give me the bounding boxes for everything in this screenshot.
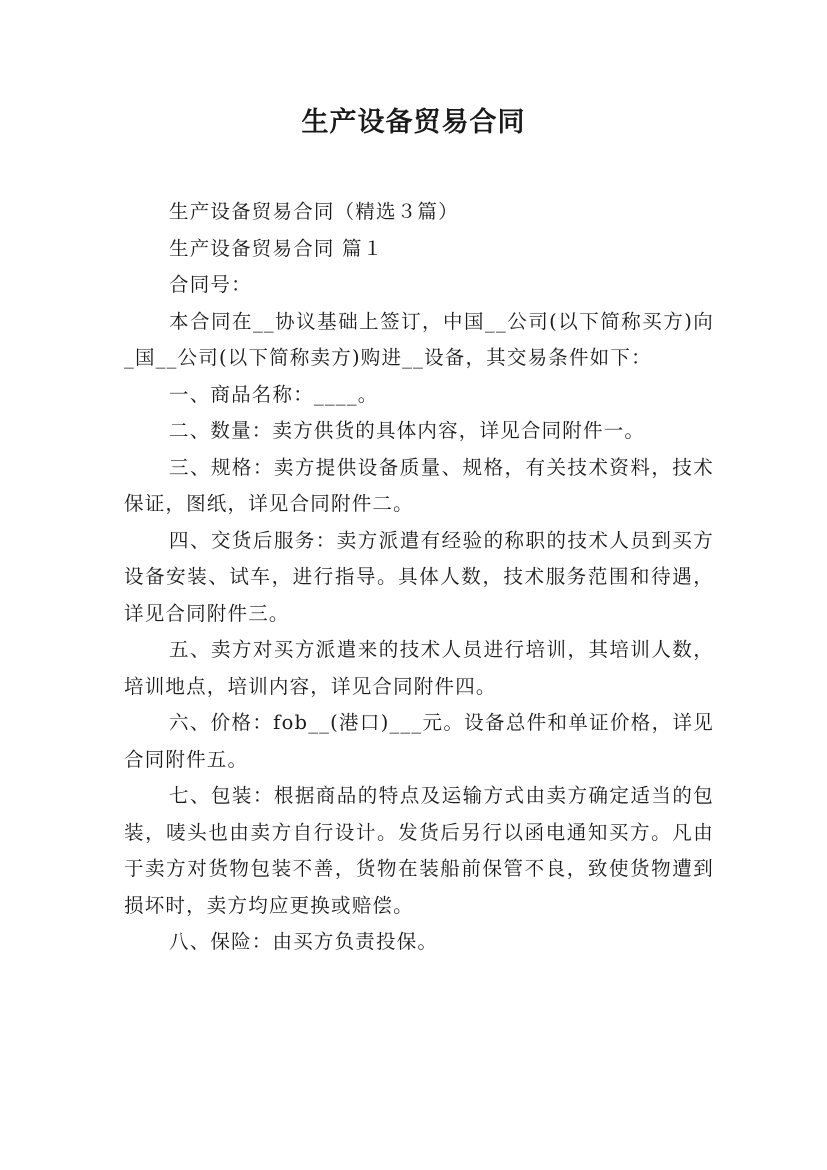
paragraph-clause-3: 三、规格：卖方提供设备质量、规格，有关技术资料，技术保证，图纸，详见合同附件二。 — [124, 455, 714, 515]
paragraph-clause-6: 六、价格：fob__(港口)___元。设备总件和单证价格，详见合同附件五。 — [124, 711, 714, 771]
paragraph-clause-7: 七、包装：根据商品的特点及运输方式由卖方确定适当的包装，唛头也由卖方自行设计。发货后另行以函电通知买方。凡由于卖方对货物包装不善，货物在装船前保管不良，致使货物遭到损坏时，卖方均应更换或赔偿。 — [124, 784, 714, 917]
paragraph-section-heading: 生产设备贸易合同 篇１ — [169, 236, 384, 260]
paragraph-subtitle: 生产设备贸易合同（精选３篇） — [169, 200, 459, 223]
paragraph-contract-number: 合同号： — [169, 273, 252, 296]
document-body — [124, 194, 714, 961]
paragraph-clause-4: 四、交货后服务：卖方派遣有经验的称职的技术人员到买方设备安装、试车，进行指导。具体人数，技术服务范围和待遇，详见合同附件三。 — [124, 528, 714, 625]
paragraph-clause-8: 八、保险：由买方负责投保。 — [169, 930, 439, 953]
paragraph-clause-1: 一、商品名称：____。 — [169, 382, 379, 406]
paragraph-preamble: 本合同在__协议基础上签订，中国__公司(以下简称买方)向_国__公司(以下简称卖方)购进__设备，其交易条件如下： — [124, 309, 714, 369]
document-title: 生产设备贸易合同 — [301, 107, 526, 138]
paragraph-clause-2: 二、数量：卖方供货的具体内容，详见合同附件一。 — [169, 419, 646, 442]
paragraph-clause-5: 五、卖方对买方派遣来的技术人员进行培训，其培训人数，培训地点，培训内容，详见合同附件四。 — [124, 638, 714, 698]
